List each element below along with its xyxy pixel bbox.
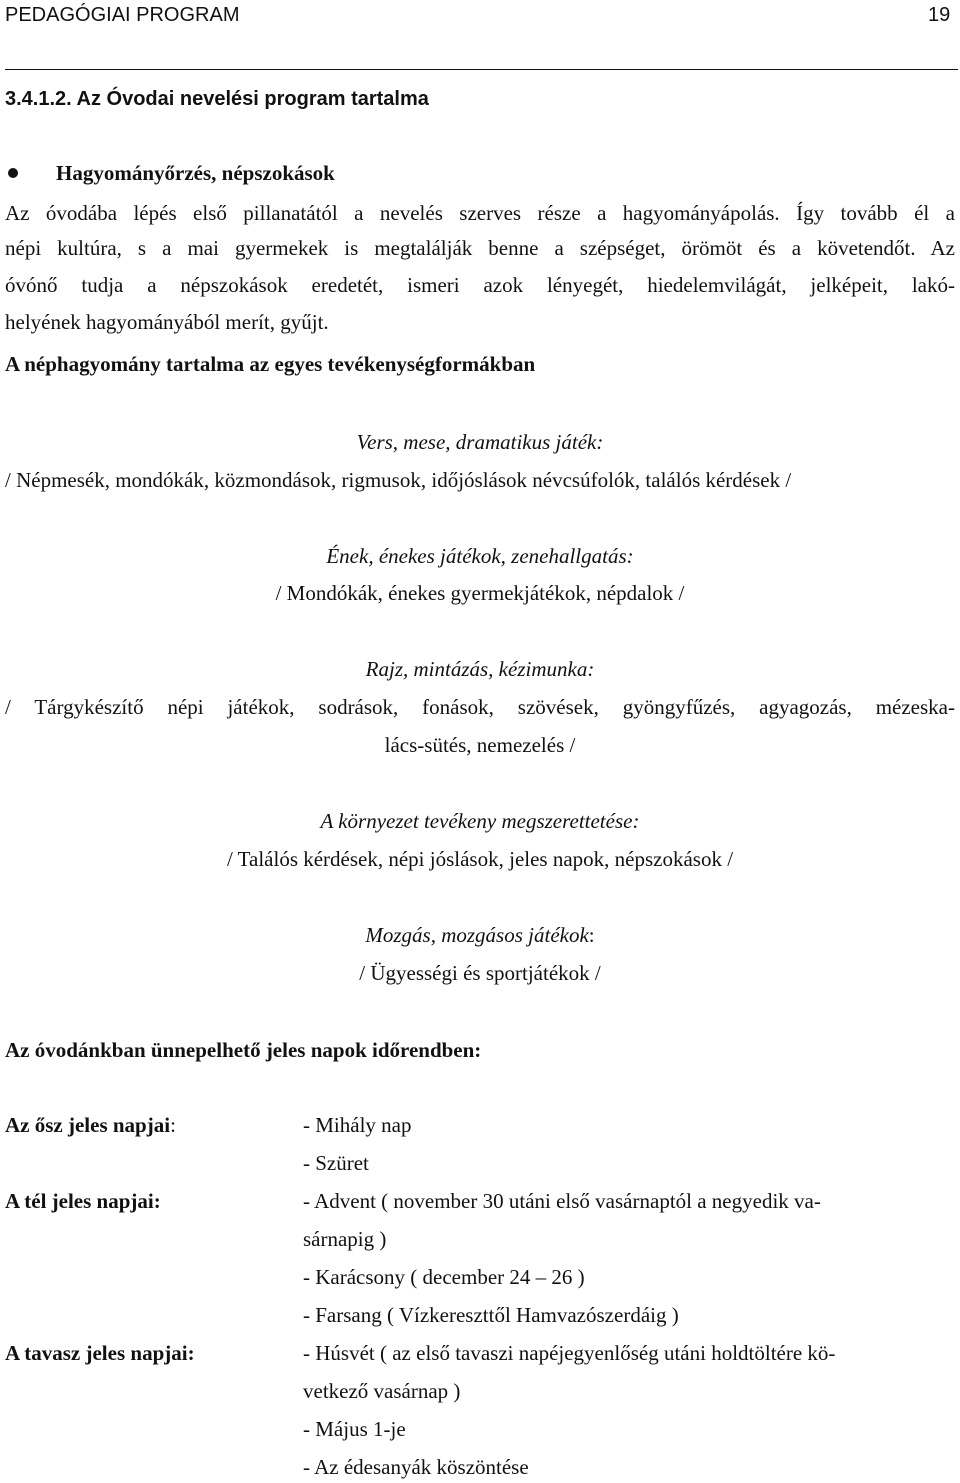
activity-line: lács-sütés, nemezelés / (384, 733, 576, 757)
season-label-colon: : (170, 1113, 176, 1137)
holiday-item: - Május 1-je (303, 1417, 406, 1441)
holiday-item: - Szüret (303, 1151, 369, 1175)
holiday-item: - Mihály nap (303, 1113, 412, 1137)
activity-line: / Mondókák, énekes gyermekjátékok, népdalok / (275, 581, 685, 605)
activity-line: / Találós kérdések, népi jóslások, jeles napok, népszokások / (226, 847, 734, 871)
holiday-item: - Karácsony ( december 24 – 26 ) (303, 1265, 585, 1289)
activity-title-colon: : (588, 923, 595, 947)
activity-title: Rajz, mintázás, kézimunka: (365, 657, 595, 681)
holiday-item: - Az édesanyák köszöntése (303, 1455, 529, 1479)
holiday-item: vetkező vasárnap ) (303, 1379, 461, 1403)
activity-title: Ének, énekes játékok, zenehallgatás: (326, 544, 634, 568)
season-label-text: Az ősz jeles napjai (5, 1113, 171, 1137)
season-label: A tavasz jeles napjai: (5, 1341, 195, 1365)
holidays-heading: Az óvodánkban ünnepelhető jeles napok időrendben: (5, 1038, 482, 1062)
activity-title (0, 923, 960, 947)
season-label: A tél jeles napjai: (5, 1189, 161, 1213)
section-heading: 3.4.1.2. Az Óvodai nevelési program tartalma (5, 88, 429, 110)
paragraph-line: helyének hagyományából merít, gyűjt. (5, 310, 329, 334)
holiday-item: - Húsvét ( az első tavaszi napéjegyenlőség utáni holdtöltére kö- (303, 1341, 836, 1365)
activity-line: / Tárgykészítő népi játékok, sodrások, fonások, szövések, gyöngyfűzés, agyagozás, mézeska- (5, 695, 955, 719)
paragraph-line: Az óvodába lépés első pillanatától a nevelés szerves része a hagyományápolás. Így tovább él a (5, 201, 955, 225)
activities-subheading: A néphagyomány tartalma az egyes tevékenységformákban (5, 352, 536, 376)
paragraph-line: népi kultúra, s a mai gyermekek is megtalálják benne a szépséget, örömöt és a követendőt. Az (5, 236, 955, 260)
bullet-title: Hagyományőrzés, népszokások (56, 161, 335, 185)
page-number: 19 (928, 4, 951, 26)
activity-title: A környezet tevékeny megszerettetése: (320, 809, 640, 833)
activity-line: / Népmesék, mondókák, közmondások, rigmusok, időjóslások névcsúfolók, találós kérdések / (5, 468, 792, 492)
activity-title-text: Mozgás, mozgásos játékok (365, 923, 589, 947)
holiday-item: sárnapig ) (303, 1227, 387, 1251)
running-header-title: PEDAGÓGIAI PROGRAM (5, 4, 240, 26)
bullet-icon (8, 168, 18, 178)
header-rule (5, 69, 958, 70)
season-label (5, 1113, 176, 1137)
activity-line: / Ügyességi és sportjátékok / (359, 961, 601, 985)
holiday-item: - Advent ( november 30 utáni első vasárnaptól a negyedik va- (303, 1189, 821, 1213)
holiday-item: - Farsang ( Vízkereszttől Hamvazószerdáig ) (303, 1303, 679, 1327)
activity-title: Vers, mese, dramatikus játék: (356, 430, 604, 454)
paragraph-line: óvónő tudja a népszokások eredetét, ismeri azok lényegét, hiedelemvilágát, jelképeit, lakó- (5, 273, 955, 297)
